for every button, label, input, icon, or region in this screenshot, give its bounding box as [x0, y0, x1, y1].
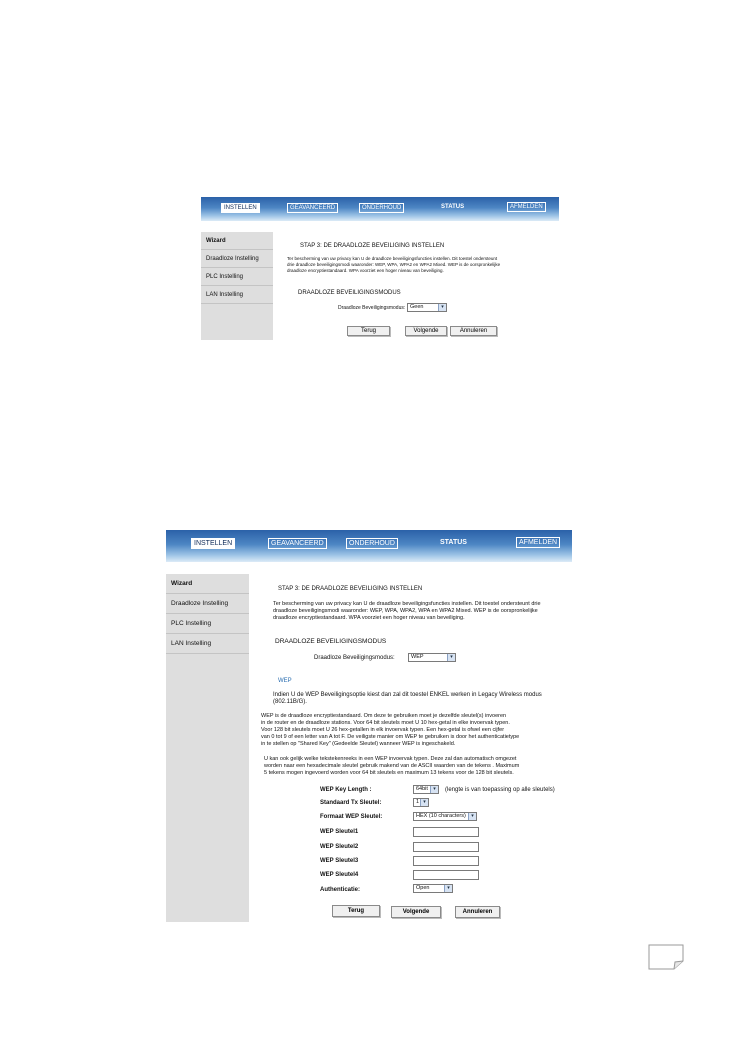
wep-explain-line-5: in te stellen op "Shared Key" (Gedeelde Sleutel) wanneer WEP is ingeschakeld.: [261, 741, 456, 747]
intro-line-3: draadloze encryptiestandaard. WPA voorziet een hoger niveau van beveiliging.: [287, 268, 444, 273]
nav-tab-afmelden[interactable]: AFMELDEN: [507, 202, 546, 212]
chevron-down-icon: ▾: [468, 813, 476, 820]
chevron-down-icon: ▾: [444, 885, 452, 892]
wep-explain-line-3: Voor 128 bit sleutels moet U 26 hex-getallen in elk invoervak typen. Een hex-getal is ofwel een cijfer: [261, 727, 505, 733]
wep-explain-line-2: in de router en de draadloze stations. Voor 64 bit sleutels moet U 10 hex-getal in elke invoervak typen.: [261, 720, 510, 726]
mode-label: Draadloze Beveiligingsmodus:: [338, 305, 406, 311]
cancel-button[interactable]: Annuleren: [455, 906, 500, 918]
sidebar-item-draadloze[interactable]: Draadloze Instelling: [166, 594, 249, 614]
nav-tab-instellen[interactable]: INSTELLEN: [221, 203, 260, 213]
security-mode-select[interactable]: WEP ▾: [408, 653, 456, 662]
wep-key4-input[interactable]: [413, 870, 479, 880]
back-button[interactable]: Terug: [332, 905, 380, 917]
legacy-note-line-1: Indien U de WEP Beveiligingsoptie kiest dan zal dit toestel ENKEL werken in Legacy Wireless modus: [273, 692, 542, 698]
page-corner-icon: [648, 944, 684, 970]
intro-line-1: Ter bescherming van uw privacy kan U de draadloze beveiligingsfuncties instellen. Dit toestel ondersteunt: [287, 256, 498, 261]
nav-tab-onderhoud[interactable]: ONDERHOUD: [359, 203, 404, 213]
tx-key-label: Standaard Tx Sleutel:: [320, 800, 382, 806]
legacy-note-line-2: (802.11B/G).: [273, 699, 307, 705]
nav-tab-geavanceerd[interactable]: GEAVANCEERD: [287, 203, 338, 213]
key-explain-line-1: U kan ook gelijk welke tekstekenreeks in een WEP invoervak typen. Deze zal dan automatisch omgezet: [264, 756, 517, 762]
key-length-label: WEP Key Length :: [320, 787, 372, 793]
chevron-down-icon: ▾: [420, 799, 428, 806]
router-screenshot-1: [201, 197, 559, 340]
authentication-label: Authenticatie:: [320, 887, 361, 893]
wep-key3-label: WEP Sleutel3: [320, 858, 359, 864]
key-format-select[interactable]: HEX (10 characters) ▾: [413, 812, 477, 821]
sidebar: [166, 574, 249, 922]
chevron-down-icon: ▾: [430, 786, 438, 793]
sidebar-item-plc[interactable]: PLC Instelling: [166, 614, 249, 634]
sidebar: [201, 232, 273, 340]
chevron-down-icon: ▾: [438, 304, 446, 311]
key-length-note: (lengte is van toepassing op alle sleutels): [445, 787, 555, 793]
key-explain-line-2: worden naar een hexadecimale sleutel gebruik makend van de ASCII waarden van de tekens . Maximum: [264, 763, 520, 769]
mode-heading: DRAADLOZE BEVEILIGINGSMODUS: [298, 290, 401, 296]
top-navigation-bar: [166, 530, 572, 562]
mode-heading: DRAADLOZE BEVEILIGINGSMODUS: [275, 638, 387, 645]
chevron-down-icon: ▾: [447, 654, 455, 661]
mode-label: Draadloze Beveiligingsmodus:: [314, 655, 395, 661]
wep-key2-label: WEP Sleutel2: [320, 844, 359, 850]
key-format-label: Formaat WEP Sleutel:: [320, 814, 383, 820]
sidebar-item-plc[interactable]: PLC Instelling: [201, 268, 273, 286]
key-length-select[interactable]: 64bit ▾: [413, 785, 439, 794]
sidebar-item-wizard[interactable]: Wizard: [166, 574, 249, 594]
wep-key3-input[interactable]: [413, 856, 479, 866]
next-button[interactable]: Volgende: [405, 326, 447, 336]
intro-line-3: draadloze encryptiestandaard. WPA voorziet een hoger niveau van beveiliging.: [273, 615, 465, 621]
step-title: STAP 3: DE DRAADLOZE BEVEILIGING INSTELLEN: [300, 243, 445, 249]
tx-key-select[interactable]: 1 ▾: [413, 798, 429, 807]
sidebar-item-lan[interactable]: LAN Instelling: [201, 286, 273, 304]
intro-line-2: drie draadloze beveiligingsmodi waaronder: WEP, WPA, WPA2 en WPA2 Mixed. WEP is de oorspronkelijke: [287, 262, 501, 267]
nav-tab-status[interactable]: STATUS: [441, 204, 465, 210]
nav-tab-afmelden[interactable]: AFMELDEN: [516, 537, 560, 548]
wep-key1-input[interactable]: [413, 827, 479, 837]
nav-tab-instellen[interactable]: INSTELLEN: [191, 538, 235, 549]
wep-key2-input[interactable]: [413, 842, 479, 852]
nav-tab-onderhoud[interactable]: ONDERHOUD: [346, 538, 398, 549]
key-explain-line-3: 5 tekens mogen ingevoerd worden voor 64 bit sleutels en maximum 13 tekens voor de 128 bit sleutels.: [264, 770, 514, 776]
top-navigation-bar: [201, 197, 559, 221]
next-button[interactable]: Volgende: [391, 906, 441, 918]
sidebar-item-lan[interactable]: LAN Instelling: [166, 634, 249, 654]
wep-explain-line-1: WEP is de draadloze encryptiestandaard. Om deze te gebruiken moet je dezelfde sleutel(s) invoeren: [261, 713, 507, 719]
nav-tab-geavanceerd[interactable]: GEAVANCEERD: [268, 538, 327, 549]
back-button[interactable]: Terug: [347, 326, 390, 336]
cancel-button[interactable]: Annuleren: [450, 326, 497, 336]
wep-heading: WEP: [278, 678, 292, 684]
wep-key1-label: WEP Sleutel1: [320, 829, 359, 835]
step-title: STAP 3: DE DRAADLOZE BEVEILIGING INSTELLEN: [278, 586, 423, 592]
nav-tab-status[interactable]: STATUS: [440, 539, 467, 546]
router-screenshot-2: [166, 530, 572, 922]
wep-explain-line-4: van 0 tot 9 of een letter van A tot F. De veiligste manier om WEP te gebruiken is door het authenticatietype: [261, 734, 520, 740]
authentication-select[interactable]: Open ▾: [413, 884, 453, 893]
wep-key4-label: WEP Sleutel4: [320, 872, 359, 878]
main-content: [283, 232, 557, 340]
sidebar-item-draadloze[interactable]: Draadloze Instelling: [201, 250, 273, 268]
intro-line-1: Ter bescherming van uw privacy kan U de draadloze beveiligingsfuncties instellen. Dit toestel ondersteunt drie: [273, 601, 541, 607]
intro-line-2: draadloze beveiligingsmodi waaronder: WEP, WPA, WPA2, WPA en WPA2 Mixed. WEP is de oorspronkelijke: [273, 608, 538, 614]
sidebar-item-wizard[interactable]: Wizard: [201, 232, 273, 250]
security-mode-select[interactable]: Geen ▾: [407, 303, 447, 312]
